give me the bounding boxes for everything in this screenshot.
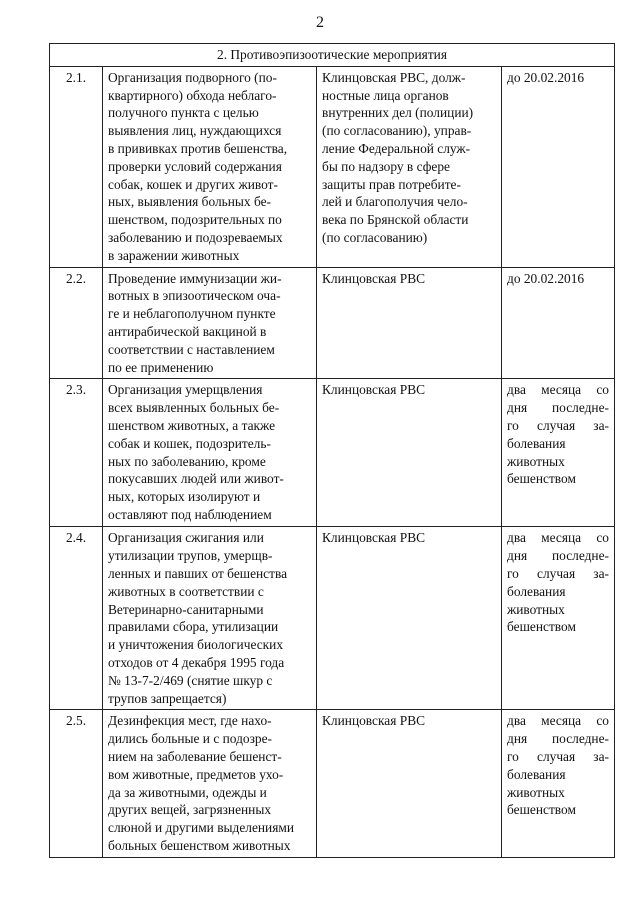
responsible-cell-line: ление Федеральной служ- — [322, 140, 471, 156]
action-cell-line: дились больные и с подозре- — [108, 731, 272, 747]
responsible-cell-line: века по Брянской области — [322, 212, 469, 228]
action-cell-line: правилами сбора, утилизации — [108, 619, 279, 635]
responsible-cell-line: (по согласованию) — [322, 229, 428, 245]
section-title: 2. Противоэпизоотические мероприятия — [50, 44, 615, 67]
table-row — [50, 267, 615, 379]
deadline-cell-line: го случая за- — [507, 565, 609, 581]
responsible-cell — [317, 66, 502, 267]
section-header-row — [50, 44, 615, 67]
deadline-cell-line: животных — [507, 453, 565, 469]
action-cell-line: шенством животных, а также — [108, 417, 276, 433]
deadline-cell-line: дня последне- — [507, 548, 609, 564]
action-cell-line: в прививках против бешенства, — [108, 140, 288, 156]
action-cell-line: собак и кошек, подозритель- — [108, 435, 271, 451]
table-row — [50, 66, 615, 267]
action-cell-line: заболеванию и подозреваемых — [108, 229, 283, 245]
deadline-cell-line: до 20.02.2016 — [507, 69, 585, 85]
action-cell — [103, 710, 317, 857]
responsible-cell-line: Клинцовская РВС — [322, 713, 426, 729]
action-cell-line: по ее применению — [108, 359, 214, 375]
action-cell-line: отходов от 4 декабря 1995 года — [108, 654, 285, 670]
responsible-cell-line: лей и благополучия чело- — [322, 194, 468, 210]
deadline-cell-line: два месяца со — [507, 382, 609, 398]
action-cell-line: ных по заболеванию, кроме — [108, 453, 266, 469]
action-cell-line: да за животными, одежды и — [108, 784, 267, 800]
action-cell-line: проверки условий содержания — [108, 158, 282, 174]
action-cell — [103, 527, 317, 710]
row-number: 2.5. — [50, 710, 103, 857]
action-cell — [103, 66, 317, 267]
action-cell-line: Ветеринарно-санитарными — [108, 601, 264, 617]
deadline-cell — [502, 710, 615, 857]
deadline-cell-line: до 20.02.2016 — [507, 270, 585, 286]
action-cell-line: утилизации трупов, умерщв- — [108, 548, 273, 564]
deadline-cell — [502, 527, 615, 710]
deadline-cell-line: болевания — [507, 435, 566, 451]
action-cell-line: антирабической вакциной в — [108, 323, 267, 339]
action-cell-line: вом животные, предметов ухо- — [108, 766, 284, 782]
page-number: 2 — [316, 14, 324, 31]
deadline-cell-line: болевания — [507, 583, 566, 599]
responsible-cell-line: Клинцовская РВС — [322, 270, 426, 286]
deadline-cell-line: два месяца со — [507, 713, 609, 729]
table-row — [50, 527, 615, 710]
action-cell-line: ных, которых изолируют и — [108, 489, 261, 505]
action-cell-line: Дезинфекция мест, где нахо- — [108, 713, 272, 729]
responsible-cell-line: (по согласованию), управ- — [322, 123, 472, 139]
action-cell-line: нием на заболевание бешенст- — [108, 748, 282, 764]
action-cell-line: и уничтожения биологических — [108, 637, 284, 653]
responsible-cell-line: бы по надзору в сфере — [322, 158, 450, 174]
responsible-cell-line: Клинцовская РВС, долж- — [322, 69, 466, 85]
action-cell-line: Организация сжигания или — [108, 530, 264, 546]
deadline-cell-line: животных — [507, 784, 565, 800]
responsible-cell — [317, 527, 502, 710]
action-cell-line: ге и неблагополучном пункте — [108, 306, 276, 322]
action-cell-line: шенством, подозрительных по — [108, 212, 282, 228]
deadline-cell-line: дня последне- — [507, 731, 609, 747]
action-cell-line: Проведение иммунизации жи- — [108, 270, 282, 286]
deadline-cell-line: го случая за- — [507, 417, 609, 433]
row-number: 2.2. — [50, 267, 103, 379]
deadline-cell-line: бешенством — [507, 471, 576, 487]
responsible-cell-line: Клинцовская РВС — [322, 382, 426, 398]
action-cell-line: ных, выявления больных бе- — [108, 194, 272, 210]
action-cell-line: Организация подворного (по- — [108, 69, 277, 85]
action-cell-line: других вещей, загрязненных — [108, 802, 272, 818]
action-cell-line: трупов запрещается) — [108, 690, 227, 706]
deadline-cell — [502, 379, 615, 527]
action-cell-line: покусавших людей или живот- — [108, 471, 284, 487]
action-cell-line: квартирного) обхода неблаго- — [108, 87, 277, 103]
action-cell-line: оставляют под наблюдением — [108, 506, 272, 522]
action-cell-line: получного пункта с целью — [108, 105, 259, 121]
row-number: 2.3. — [50, 379, 103, 527]
deadline-cell — [502, 267, 615, 379]
responsible-cell — [317, 379, 502, 527]
action-cell-line: соответствии с наставлением — [108, 341, 275, 357]
responsible-cell-line: Клинцовская РВС — [322, 530, 426, 546]
action-cell-line: собак, кошек и других живот- — [108, 176, 278, 192]
responsible-cell — [317, 267, 502, 379]
action-cell-line: выявления лиц, нуждающихся — [108, 123, 282, 139]
action-cell-line: Организация умерщвления — [108, 382, 263, 398]
responsible-cell — [317, 710, 502, 857]
table-row — [50, 379, 615, 527]
action-cell-line: в заражении животных — [108, 247, 240, 263]
action-cell — [103, 267, 317, 379]
deadline-cell-line: два месяца со — [507, 530, 609, 546]
action-cell-line: всех выявленных больных бе- — [108, 400, 280, 416]
action-cell-line: вотных в эпизоотическом оча- — [108, 288, 281, 304]
deadline-cell-line: болевания — [507, 766, 566, 782]
action-cell-line: животных в соответствии с — [108, 583, 264, 599]
responsible-cell-line: внутренних дел (полиции) — [322, 105, 474, 121]
action-cell — [103, 379, 317, 527]
deadline-cell-line: бешенством — [507, 802, 576, 818]
responsible-cell-line: ностные лица органов — [322, 87, 449, 103]
deadline-cell — [502, 66, 615, 267]
deadline-cell-line: бешенством — [507, 619, 576, 635]
row-number: 2.1. — [50, 66, 103, 267]
action-cell-line: больных бешенством животных — [108, 837, 291, 853]
action-cell-line: ленных и павших от бешенства — [108, 565, 288, 581]
deadline-cell-line: животных — [507, 601, 565, 617]
deadline-cell-line: го случая за- — [507, 748, 609, 764]
action-cell-line: слюной и другими выделениями — [108, 820, 295, 836]
measures-table — [49, 43, 615, 858]
row-number: 2.4. — [50, 527, 103, 710]
table-row — [50, 710, 615, 857]
action-cell-line: № 13-7-2/469 (снятие шкур с — [108, 672, 273, 688]
deadline-cell-line: дня последне- — [507, 400, 609, 416]
responsible-cell-line: защиты прав потребите- — [322, 176, 461, 192]
